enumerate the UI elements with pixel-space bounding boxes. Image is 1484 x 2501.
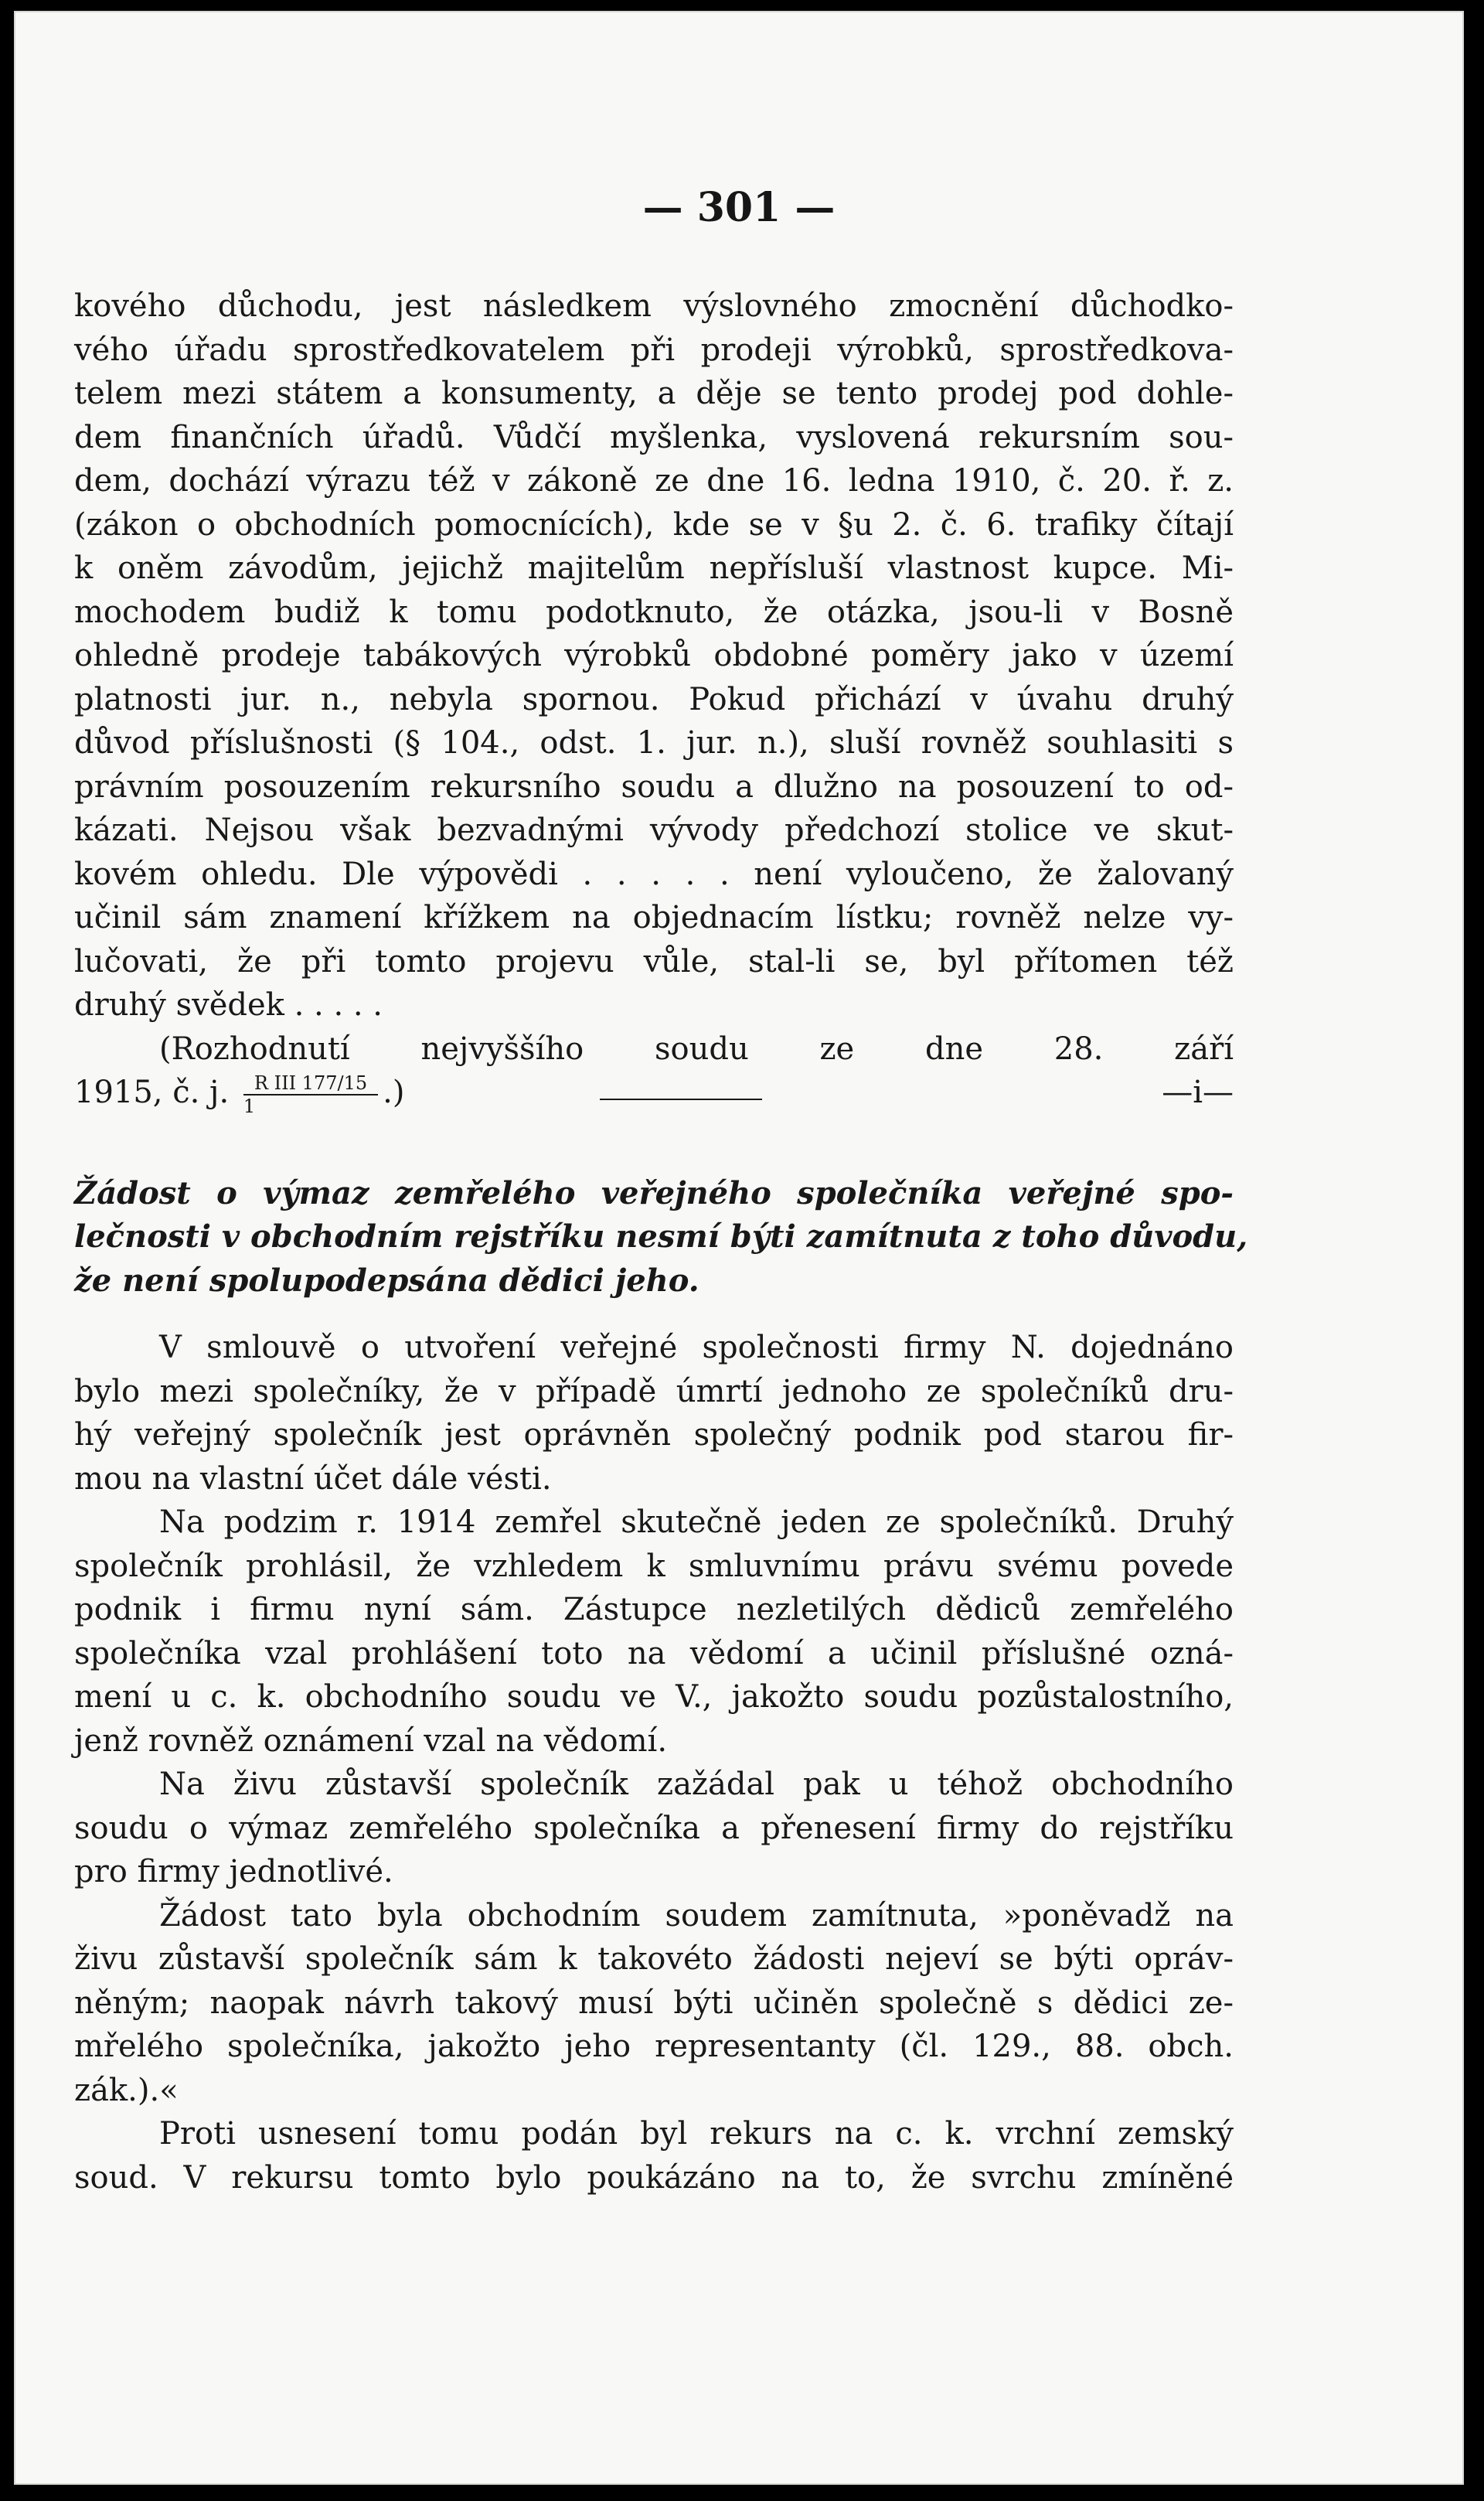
text-line: dem, dochází výrazu též v zákoně ze dne 16. ledna 1910, č. 20. ř. z. xyxy=(74,463,1234,499)
decision-line: (Rozhodnutí nejvyššího soudu ze dne 28. září xyxy=(159,1031,1234,1067)
text-line: zák.).« xyxy=(74,2072,179,2108)
text-line: druhý svědek . . . . . xyxy=(74,987,383,1023)
text-line: dem finančních úřadů. Vůdčí myšlenka, vyslovená rekursním sou- xyxy=(74,419,1234,455)
text-line: učinil sám znamení křížkem na objednacím lístku; rovněž nelze vy- xyxy=(74,900,1234,935)
text-line: kázati. Nejsou však bezvadnými vývody předchozí stolice ve skut- xyxy=(74,813,1234,848)
author-signature: —i— xyxy=(1162,1075,1234,1110)
paragraph xyxy=(74,1501,1234,1763)
heading-line: lečnosti v obchodním rejstříku nesmí býti zamítnuta z toho důvodu, xyxy=(74,1218,1248,1255)
text-line: mou na vlastní účet dále vésti. xyxy=(74,1460,552,1497)
text-line: bylo mezi společníky, že v případě úmrtí jednoho ze společníků dru- xyxy=(74,1373,1234,1409)
decision-reference-line xyxy=(74,1071,1234,1115)
text-line: k oněm závodům, jejichž majitelům nepřísluší vlastnost kupce. Mi- xyxy=(74,550,1234,586)
paragraph xyxy=(74,2112,1234,2199)
spacer xyxy=(74,1115,1234,1172)
text-line: hý veřejný společník jest oprávněn společný podnik pod starou fir- xyxy=(74,1417,1234,1453)
paragraph xyxy=(74,1894,1234,2113)
text-line: vého úřadu sprostředkovatelem při prodeji výrobků, sprostředkova- xyxy=(74,332,1234,368)
text-line: něným; naopak návrh takový musí býti učiněn společně s dědici ze- xyxy=(74,1985,1234,2021)
case-number-fraction xyxy=(243,1072,378,1117)
decision-citation xyxy=(74,1027,1234,1115)
text-line: kovém ohledu. Dle výpovědi . . . . . není vyloučeno, že žalovaný xyxy=(74,856,1234,892)
text-line: V smlouvě o utvoření veřejné společnosti firmy N. dojednáno xyxy=(159,1330,1234,1365)
case-number-numerator: R III 177/15 xyxy=(243,1072,378,1095)
text-line: mochodem budiž k tomu podotknuto, že otázka, jsou-li v Bosně xyxy=(74,594,1234,630)
heading-line: že není spolupodepsána dědici jeho. xyxy=(74,1262,699,1299)
heading-line: Žádost o výmaz zemřelého veřejného společníka veřejné spo- xyxy=(74,1174,1234,1211)
section-heading xyxy=(74,1172,1248,1303)
text-line: kového důchodu, jest následkem výslovného zmocnění důchodko- xyxy=(74,288,1234,324)
text-line: společník prohlásil, že vzhledem k smluvnímu právu svému povede xyxy=(74,1548,1234,1584)
body-text xyxy=(74,285,1248,2199)
page xyxy=(14,11,1464,2485)
text-line: Proti usnesení tomu podán byl rekurs na c. k. vrchní zemský xyxy=(159,2116,1234,2152)
paragraph xyxy=(74,1763,1234,1894)
text-line: Na živu zůstavší společník zažádal pak u téhož obchodního xyxy=(159,1767,1234,1802)
continuation-paragraph xyxy=(74,285,1234,1027)
text-line: soudu o výmaz zemřelého společníka a přenesení firmy do rejstříku xyxy=(74,1810,1234,1846)
text-line: (zákon o obchodních pomocnících), kde se v §u 2. č. 6. trafiky čítají xyxy=(74,506,1234,543)
text-line: pro firmy jednotlivé. xyxy=(74,1854,393,1889)
text-line: soud. V rekursu tomto bylo poukázáno na to, že svrchu zmíněné xyxy=(74,2159,1234,2196)
text-line: mřelého společníka, jakožto jeho representanty (čl. 129., 88. obch. xyxy=(74,2029,1234,2064)
text-line: ohledně prodeje tabákových výrobků obdobné poměry jako v území xyxy=(74,638,1234,673)
section-separator-rule xyxy=(600,1099,762,1100)
text-line: Na podzim r. 1914 zemřel skutečně jeden ze společníků. Druhý xyxy=(159,1504,1234,1540)
text-line: telem mezi státem a konsumenty, a děje se tento prodej pod dohle- xyxy=(74,376,1234,411)
text-line: podnik i firmu nyní sám. Zástupce nezletilých dědiců zemřelého xyxy=(74,1592,1234,1627)
text-line: důvod příslušnosti (§ 104., odst. 1. jur. n.), sluší rovněž souhlasiti s xyxy=(74,725,1234,761)
text-line: platnosti jur. n., nebyla spornou. Pokud přichází v úvahu druhý xyxy=(74,681,1234,717)
paragraph xyxy=(74,1326,1234,1501)
spacer xyxy=(74,1303,1234,1326)
decision-suffix: .) xyxy=(383,1075,405,1110)
text-line: Žádost tato byla obchodním soudem zamítnuta, »poněvadž na xyxy=(159,1897,1234,1934)
case-number-denominator: 1 xyxy=(243,1095,256,1117)
text-line: živu zůstavší společník sám k takovéto žádosti nejeví se býti opráv- xyxy=(74,1941,1234,1977)
text-line: mení u c. k. obchodního soudu ve V., jakožto soudu pozůstalostního, xyxy=(74,1679,1234,1715)
page-number: — 301 — xyxy=(642,184,836,231)
decision-prefix: 1915, č. j. xyxy=(74,1075,230,1110)
text-line: lučovati, že při tomto projevu vůle, stal-li se, byl přítomen též xyxy=(74,943,1234,980)
text-line: jenž rovněž oznámení vzal na vědomí. xyxy=(74,1722,668,1759)
text-line: právním posouzením rekursního soudu a dlužno na posouzení to od- xyxy=(74,768,1234,805)
text-line: společníka vzal prohlášení toto na vědomí a učinil příslušné ozná- xyxy=(74,1635,1234,1671)
